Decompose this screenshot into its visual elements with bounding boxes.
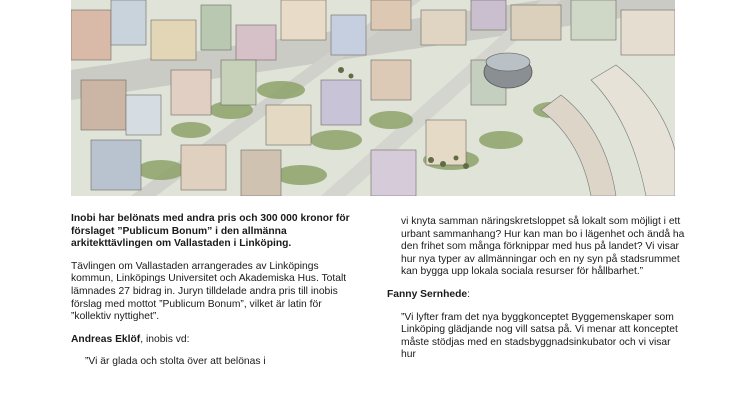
quote-paragraph: ”Vi är glada och stolta över att belönas i [85, 356, 266, 368]
speaker-name: Andreas Eklöf [71, 333, 141, 345]
speaker-line [71, 334, 361, 347]
speaker-name-2: Fanny Sernhede [387, 288, 468, 300]
speaker-role-2: : [467, 288, 470, 300]
quote-paragraph-2: ”Vi lyfter fram det nya byggkonceptet Byggemenskaper som Linköping glädjande nog vill satsa på. Vi menar att konceptet måste stödjas med en stadsbyggnadsinkubator och vi visar hur [401, 311, 678, 361]
article-column-left [71, 213, 361, 379]
article-body-paragraph: Tävlingen om Vallastaden arrangerades av Linköpings kommun, Linköpings Universitet och Akademiska Hus. Totalt lämnades 27 bidrag in. Juryn tilldelade andra pris till inobis förslag med mottot ”Publicum Bonum”, vilket är latin för ”kollektiv nyttighet”. [71, 260, 347, 323]
article-lead: Inobi har belönats med andra pris och 300 000 kronor för förslaget ”Publicum Bonum” i den allmänna arkitekttävlingen om Vallastaden i Linköping. [71, 213, 350, 250]
hero-image-urban-rendering [71, 0, 675, 196]
quote-continuation: vi knyta samman näringskretsloppet så lokalt som möjligt i ett urbant sammanhang? Hur kan man bo i lägenhet och ändå ha den frihet som många förknippar med hus på landet? Vi visar hur nya typer av allmänningar och en ny syn på stadsrummet kan bygga upp lokala sociala resurser för hållbarhet.” [401, 216, 685, 278]
article-column-right [387, 216, 687, 372]
speaker-line-2 [387, 289, 687, 302]
speaker-role: , inobis vd: [140, 333, 190, 345]
